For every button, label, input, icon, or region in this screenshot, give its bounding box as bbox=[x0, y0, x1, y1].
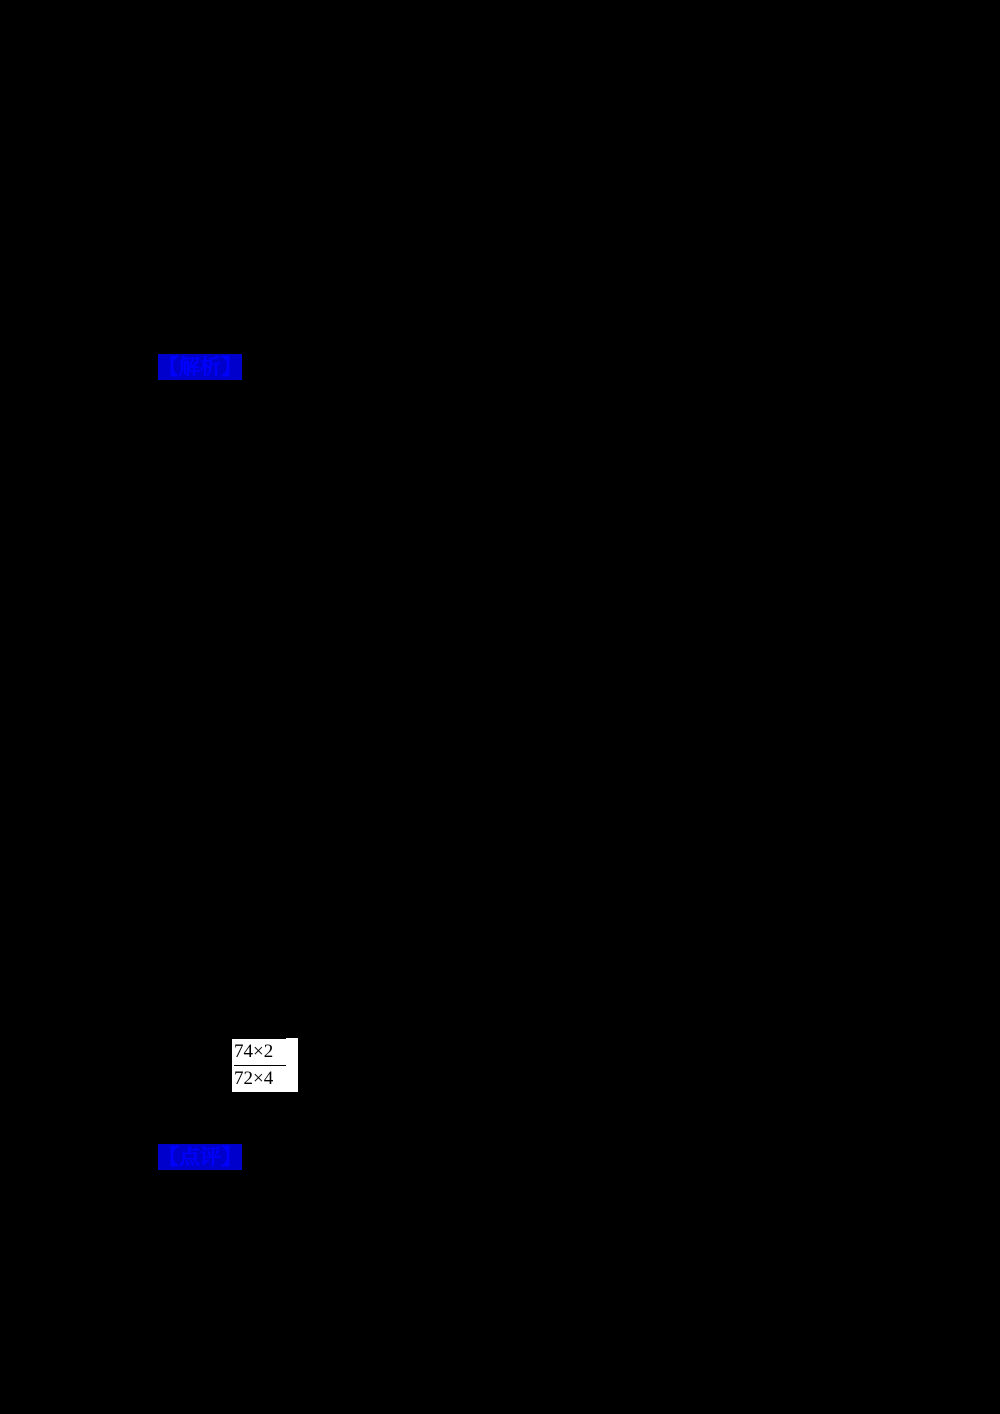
fraction-numerator: 74×2 bbox=[234, 1039, 293, 1066]
comment-section-marker: 【点评】 bbox=[158, 1145, 242, 1169]
fraction-denominator: 72×4 bbox=[234, 1068, 274, 1089]
fraction-suffix-column bbox=[286, 1038, 298, 1092]
analysis-section-marker: 【解析】 bbox=[158, 355, 242, 379]
